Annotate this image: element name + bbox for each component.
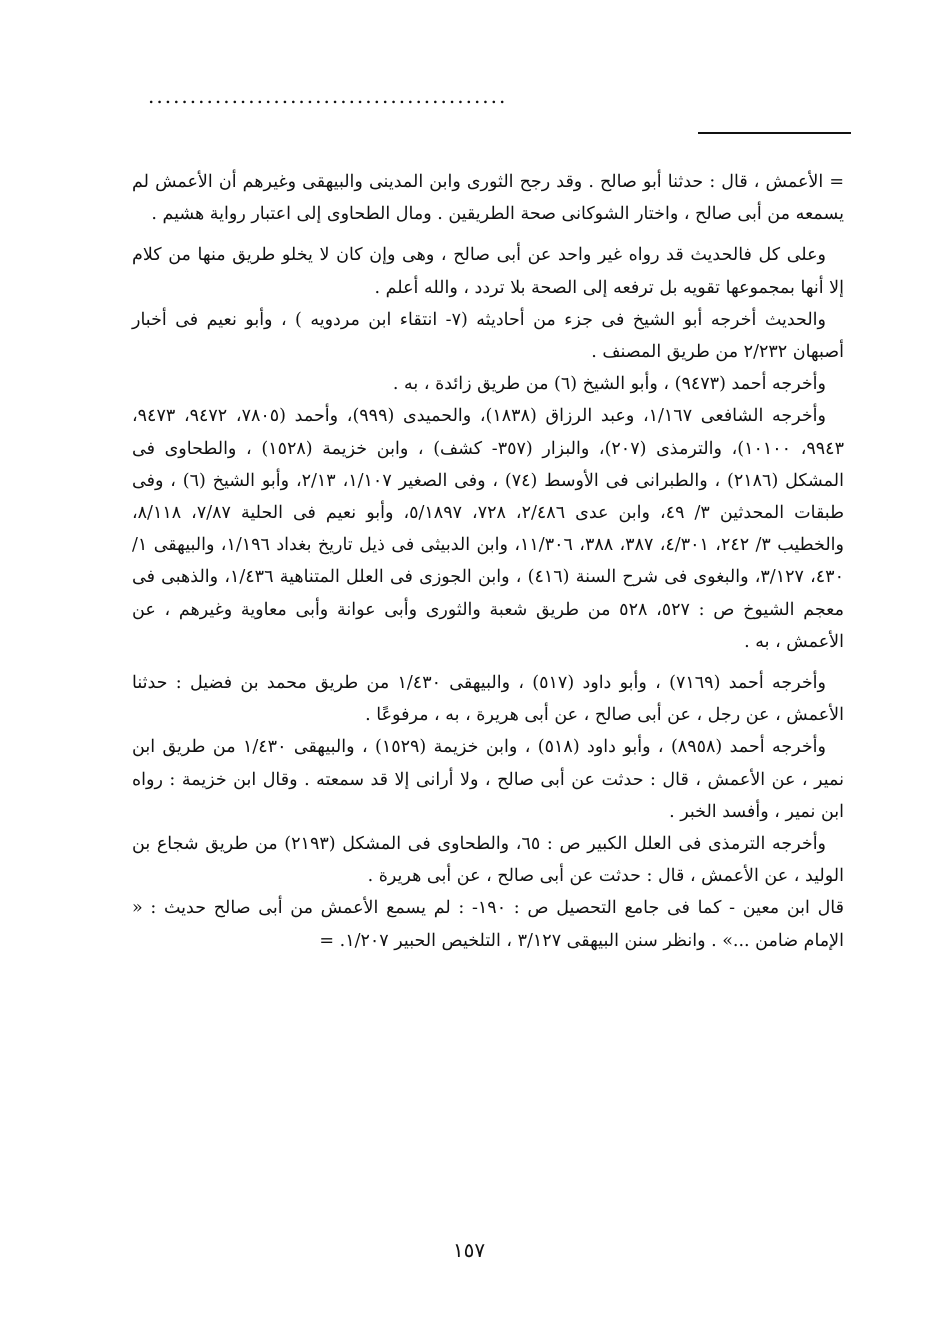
paragraph (132, 731, 844, 828)
paragraph-text: وأخرجه أحمد (٧١٦٩) ، وأبو داود (٥١٧) ، والبيهقى ١/٤٣٠ من طريق محمد بن فضيل : حدثنا الأعمش ، عن رجل ، عن أبى صالح ، عن أبى هريرة ، به ، مرفوعًا . (132, 673, 844, 726)
paragraph (132, 400, 844, 658)
dotted-separator: ........................................... (148, 86, 508, 106)
footnote-text (132, 166, 844, 957)
paragraph (132, 828, 844, 892)
paragraph (132, 166, 844, 230)
paragraph (132, 667, 844, 731)
page-number: ١٥٧ (452, 1238, 486, 1262)
paragraph-text: والحديث أخرجه أبو الشيخ فى جزء من أحاديثه (٧- انتقاء ابن مردويه ) ، وأبو نعيم فى أخبار أصبهان ٢/٢٣٢ من طريق المصنف . (132, 309, 844, 363)
paragraph-text: وعلى كل فالحديث قد رواه غير واحد عن أبى صالح ، وهى وإن كان لا يخلو طريق منها من كلام إلا أنها بمجموعها تقويه بل ترفعه إلى الصحة بلا تردد ، والله أعلم . (132, 245, 844, 298)
paragraph-text: وأخرجه أحمد (٩٤٧٣) ، وأبو الشيخ (٦) من طريق زائدة ، به . (392, 374, 826, 395)
paragraph-text: = الأعمش ، قال : حدثنا أبو صالح . وقد رجح الثورى وابن المدينى والبيهقى وغيرهم أن الأعمش لم يسمعه من أبى صالح ، واختار الشوكانى صحة الطريقين . ومال الطحاوى إلى اعتبار رواية هشيم . (132, 172, 844, 225)
paragraph-text: قال ابن معين - كما فى جامع التحصيل ص : ١٩٠- : لم يسمع الأعمش من أبى صالح حديث : « الإمام ضامن ...» . وانظر سنن البيهقى ٣/١٢٧ ، التلخيص الحبير ١/٢٠٧. = (132, 898, 844, 951)
paragraph-text: وأخرجه أحمد (٨٩٥٨) ، وأبو داود (٥١٨) ، وابن خزيمة (١٥٢٩) ، والبيهقى ١/٤٣٠ من طريق ابن نمير ، عن الأعمش ، قال : حدثت عن أبى صالح ، ولا أرانى إلا قد سمعته . وقال ابن خزيمة : رواه ابن نمير ، وأفسد الخبر . (132, 737, 844, 822)
paragraph (132, 239, 844, 303)
paragraph (132, 892, 844, 956)
paragraph (132, 368, 844, 400)
paragraph (132, 304, 844, 368)
paragraph-text: وأخرجه الشافعى ١/١٦٧، وعبد الرزاق (١٨٣٨)، والحميدى (٩٩٩)، وأحمد (٧٨٠٥، ٩٤٧٢، ٩٤٧٣، ٩٩٤٣، ١٠١٠٠)، والترمذى (٢٠٧)، والبزار (٣٥٧- كشف) ، وابن خزيمة (١٥٢٨) ، والطحاوى فى المشكل (٢١٨٦) ، والطبرانى فى الأوسط (٧٤) ، وفى الصغير ١/١٠٧، ٢/١٣، وأبو الشيخ (٦) ، وفى طبقات المحدثين ٣/ ٤٩، وابن عدى ٢/٤٨٦، ٧٢٨، ٥/١٨٩٧، وأبو نعيم فى الحلية ٧/٨٧، ٨/١١٨، والخطيب ٣/ ٢٤٢، ٤/٣٠١، ٣٨٧، ٣٨٨، ١١/٣٠٦، وابن الدبيثى فى ذيل تاريخ بغداد ١/١٩٦، والبيهقى ١/ ٤٣٠، ٣/١٢٧، والبغوى فى شرح السنة (٤١٦) ، وابن الجوزى فى العلل المتناهية ١/٤٣٦، والذهبى فى معجم الشيوخ ص : ٥٢٧، ٥٢٨ من طريق شعبة والثورى وأبى عوانة وأبى معاوية وغيرهم ، عن الأعمش ، به . (132, 406, 845, 652)
paragraph-text: وأخرجه الترمذى فى العلل الكبير ص : ٦٥، والطحاوى فى المشكل (٢١٩٣) من طريق شجاع بن الوليد ، عن الأعمش ، قال : حدثت عن أبى صالح ، عن أبى هريرة . (132, 834, 844, 887)
footnote-rule (698, 132, 851, 134)
